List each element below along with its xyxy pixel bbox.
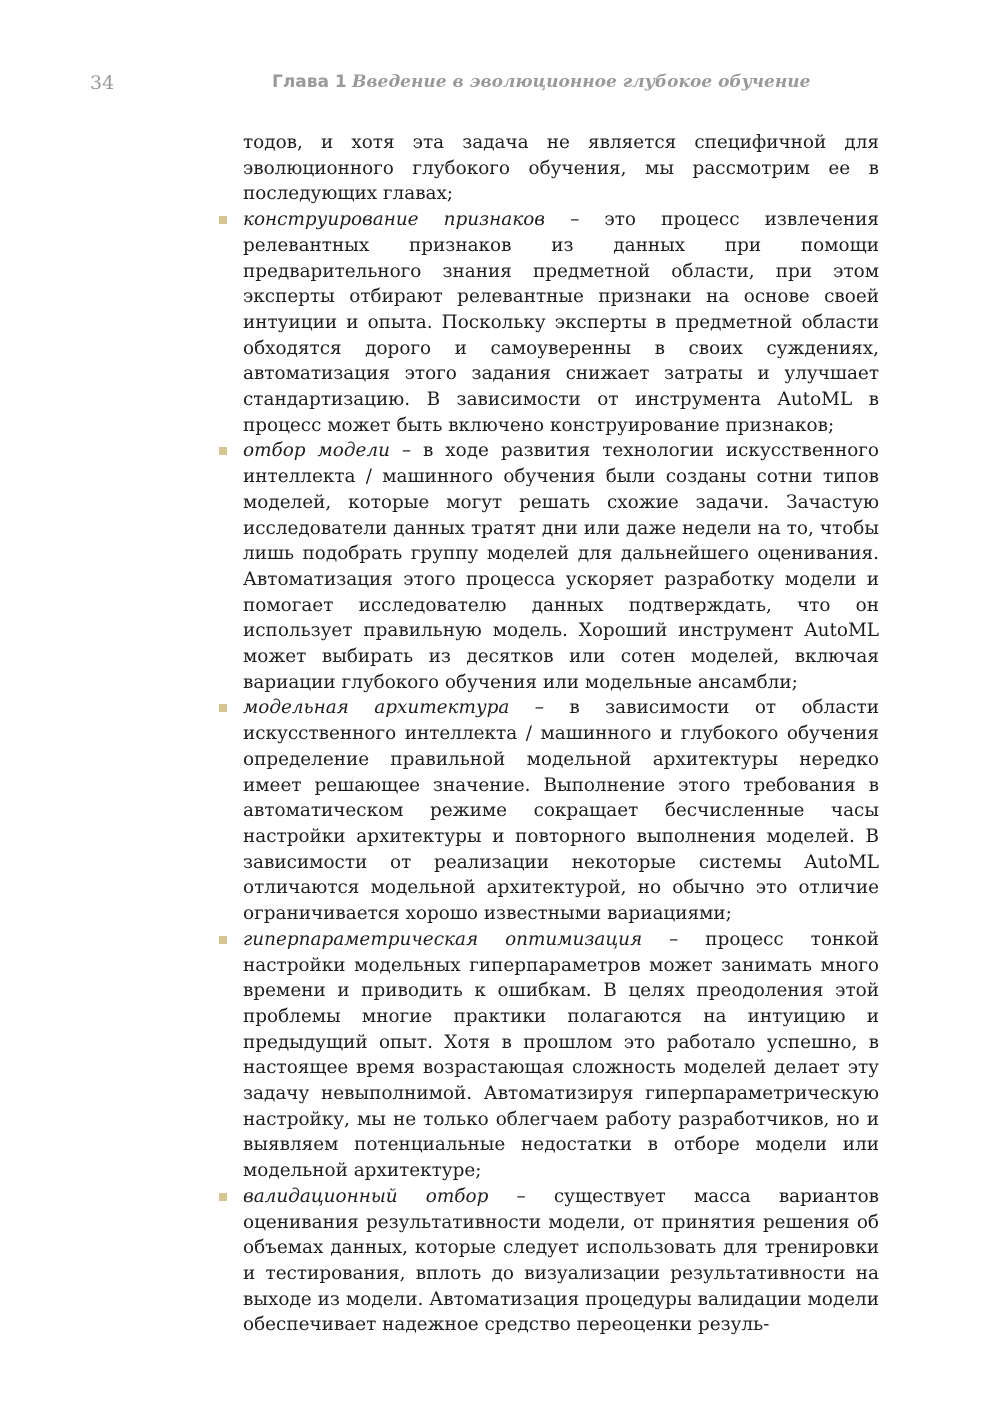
running-header xyxy=(90,72,880,96)
bullet-square-icon xyxy=(219,704,227,712)
list-item-term: модельная архитектура xyxy=(243,697,510,719)
list-item-term: отбор модели xyxy=(243,440,390,462)
list-item-term: конструирование признаков xyxy=(243,209,545,231)
list-item-text: – в зависимости от области искусственного интеллекта / машинного и глубокого обучения определение правильной модельной архитектуры нередко имеет решающее значение. Выполнение этого требования в автоматическом режиме сокращает бесчисленные часы настройки архитектуры и повторного выполнения моделей. В зависимости от реализации некоторые системы AutoML отличаются модельной архитектурой, но обычно это отличие ограничивается хорошо известными вариациями; xyxy=(243,697,879,925)
continuation-paragraph: тодов, и хотя эта задача не является специфичной для эволюционного глубокого обучения, мы рассмотрим ее в последующих главах; xyxy=(243,132,879,205)
page-body xyxy=(243,130,879,1338)
chapter-title: Введение в эволюционное глубокое обучение xyxy=(352,72,811,92)
list-item-model-selection xyxy=(243,438,879,695)
list-item-text: – процесс тонкой настройки модельных гиперпараметров может занимать много времени и приводить к ошибкам. В целях преодоления этой проблемы многие практики полагаются на интуицию и предыдущий опыт. Хотя в прошлом это работало успешно, в настоящее время возрастающая сложность моделей делает эту задачу невыполнимой. Автоматизируя гиперпараметрическую настройку, мы не только облегчаем работу разработчиков, но и выявляем потенциальные недостатки в отборе модели или модельной архитектуре; xyxy=(243,928,879,1182)
list-item-text: – в ходе развития технологии искусственного интеллекта / машинного обучения были созданы сотни типов моделей, которые могут решать схожие задачи. Зачастую исследователи данных тратят дни или даже недели на то, чтобы лишь подобрать группу моделей для дальнейшего оценивания. Автоматизация этого процесса ускоряет разработку модели и помогает исследователю данных подтверждать, что он использует правильную модель. Хороший инструмент AutoML может выбирать из десятков или сотен моделей, включая вариации глубокого обучения или модельные ансамбли; xyxy=(243,440,880,693)
list-item-validation-selection xyxy=(243,1184,879,1338)
bullet-square-icon xyxy=(219,447,227,455)
bullet-square-icon xyxy=(219,936,227,944)
page-number: 34 xyxy=(90,72,115,94)
list-item-text: – существует масса вариантов оценивания результативности модели, от принятия решения об объемах данных, которые следует использовать для тренировки и тестирования, вплоть до визуализации результативности на выходе из модели. Автоматизация процедуры валидации модели обеспечивает надежное средство переоценки резуль- xyxy=(243,1185,879,1336)
list-item-model-architecture xyxy=(243,695,879,926)
list-item-feature-engineering xyxy=(243,207,879,438)
bullet-square-icon xyxy=(219,216,227,224)
list-item-hyperparameter-optimization xyxy=(243,927,879,1184)
list-item-term: валидационный отбор xyxy=(243,1185,489,1207)
list-item-term: гиперпараметрическая оптимизация xyxy=(243,928,643,950)
list-item-text: – это процесс извлечения релевантных признаков из данных при помощи предварительного знания предметной области, при этом эксперты отбирают релевантные признаки на основе своей интуиции и опыта. Поскольку эксперты в предметной области обходятся дорого и самоуверенны в своих суждениях, автоматизация этого задания снижает затраты и улучшает стандартизацию. В зависимости от инструмента AutoML в процесс может быть включено конструирование признаков; xyxy=(243,209,879,436)
bullet-square-icon xyxy=(219,1193,227,1201)
chapter-label: Глава 1 xyxy=(272,72,347,92)
